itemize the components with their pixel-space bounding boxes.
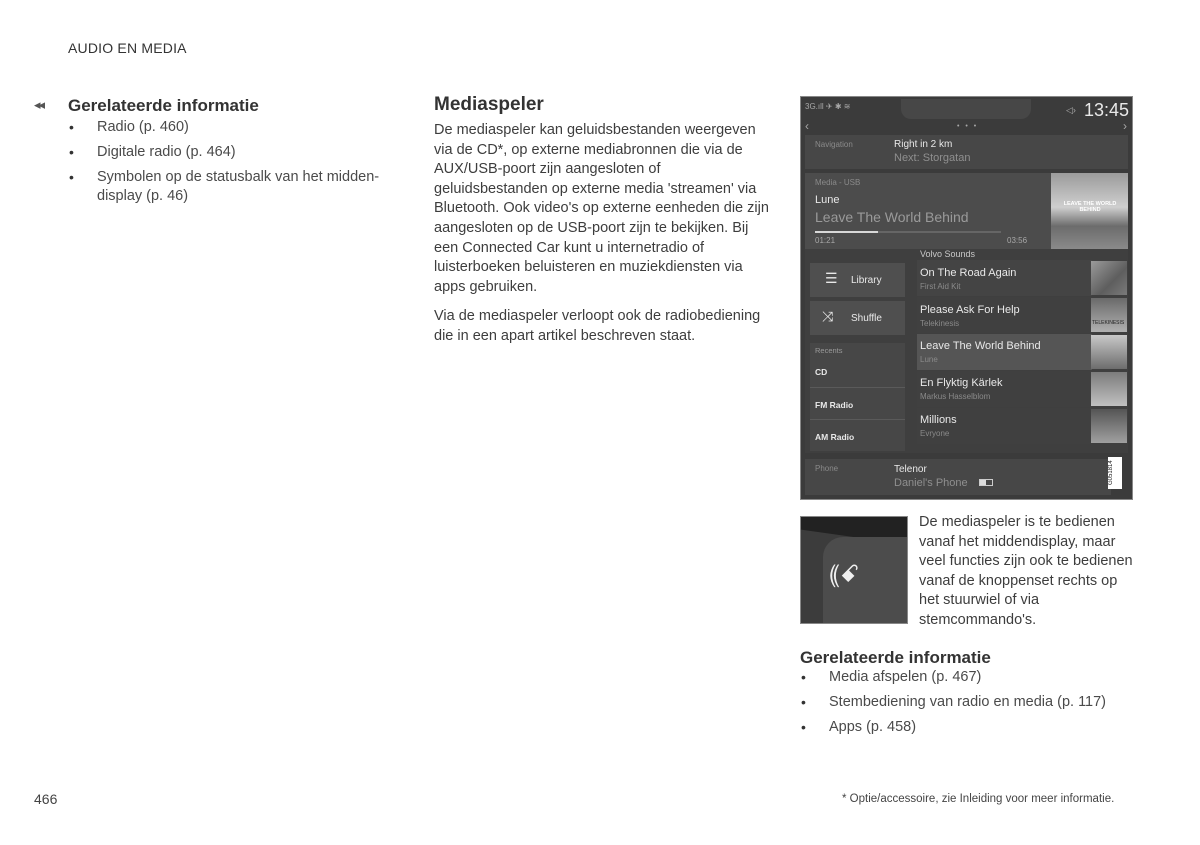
page-dots: • • • bbox=[957, 123, 979, 130]
paragraph: Via de mediaspeler verloopt ook de radiobediening die in een apart artikel beschreven staat. bbox=[434, 308, 761, 344]
volume-icon[interactable]: ◁› bbox=[1066, 105, 1076, 115]
phone-device: Daniel's Phone bbox=[894, 477, 968, 489]
steering-wheel-buttons-image bbox=[800, 516, 908, 624]
clock: 13:45 bbox=[1084, 100, 1130, 120]
battery-icon bbox=[979, 479, 993, 486]
track-thumbnail bbox=[1091, 298, 1127, 332]
nav-label: Navigation bbox=[815, 140, 853, 149]
related-link[interactable]: • Symbolen op de statusbalk van het midden-display (p. 46) bbox=[69, 168, 399, 206]
chevron-right-icon[interactable]: › bbox=[1123, 119, 1127, 133]
section-header: AUDIO EN MEDIA bbox=[68, 40, 187, 56]
related-link[interactable]: • Radio (p. 460) bbox=[69, 118, 399, 137]
library-label: Library bbox=[851, 275, 882, 286]
track-artist: Evryone bbox=[920, 429, 950, 438]
track-thumbnail bbox=[1091, 335, 1127, 369]
related-link[interactable]: • Media afspelen (p. 467) bbox=[801, 668, 1131, 687]
divider bbox=[810, 419, 905, 420]
recent-item[interactable]: FM Radio bbox=[815, 400, 854, 410]
recent-item[interactable]: CD bbox=[815, 367, 828, 377]
image-code: G051814 bbox=[1108, 457, 1122, 489]
track-artist: Telekinesis bbox=[920, 319, 960, 328]
time-total: 03:56 bbox=[1007, 236, 1028, 245]
progress-track[interactable] bbox=[815, 231, 1001, 233]
album-art-text: LEAVE THE WORLD BEHIND bbox=[1063, 201, 1117, 213]
track-artist: First Aid Kit bbox=[920, 282, 961, 291]
related-link[interactable]: • Apps (p. 458) bbox=[801, 718, 1131, 737]
status-icons: 3G.ıll ✈ ✱ ≋ bbox=[805, 102, 851, 111]
album-art bbox=[1051, 173, 1128, 249]
track-title: Leave The World Behind bbox=[920, 340, 1041, 352]
track-title: En Flyktig Kärlek bbox=[920, 377, 1003, 389]
page-number: 466 bbox=[34, 791, 58, 807]
progress-fill bbox=[815, 231, 878, 233]
shuffle-icon: ⤨ bbox=[822, 308, 834, 324]
now-playing-track: Leave The World Behind bbox=[815, 209, 969, 225]
top-handle[interactable] bbox=[901, 99, 1031, 119]
related-link[interactable]: • Digitale radio (p. 464) bbox=[69, 143, 399, 162]
media-player-screenshot bbox=[800, 96, 1133, 500]
track-artist: Markus Hasselblom bbox=[920, 392, 991, 401]
related-info-heading: Gerelateerde informatie bbox=[68, 96, 259, 115]
track-artist: Lune bbox=[920, 355, 938, 364]
phone-label: Phone bbox=[815, 464, 839, 473]
recents-label: Recents bbox=[815, 346, 843, 355]
phone-carrier: Telenor bbox=[894, 464, 927, 475]
paragraph: De mediaspeler kan geluidsbestanden weergeven via de CD*, op externe mediabronnen die via de AUX/USB-poort zijn aangesloten of geluidsbestanden op externe media 'streamen' via Bluetooth. Ook video's op externe eenheden die zijn aangesloten op de USB-poort zijn te bekijken. Bij een Connected Car kunt u internetradio of luisterboeken beluisteren en muziekdiensten via apps gebruiken. bbox=[434, 122, 769, 295]
track-title: Millions bbox=[920, 414, 957, 426]
related-info-heading: Gerelateerde informatie bbox=[800, 648, 991, 667]
related-info-list bbox=[801, 668, 1131, 743]
related-info-list bbox=[69, 118, 399, 212]
track-title: Please Ask For Help bbox=[920, 304, 1020, 316]
body-text bbox=[434, 121, 769, 357]
track-thumbnail bbox=[1091, 261, 1127, 295]
thumb-tag: TELEKINESIS bbox=[1092, 320, 1125, 326]
related-link[interactable]: • Stembediening van radio en media (p. 117) bbox=[801, 693, 1131, 712]
voice-command-icon[interactable]: ⸨ꗃ bbox=[829, 561, 860, 588]
page-title: Mediaspeler bbox=[434, 94, 544, 115]
back-arrows-icon[interactable]: ◂◂ bbox=[34, 97, 44, 112]
recent-item[interactable]: AM Radio bbox=[815, 432, 855, 442]
track-title: On The Road Again bbox=[920, 267, 1017, 279]
nav-next: Next: Storgatan bbox=[894, 152, 971, 164]
time-elapsed: 01:21 bbox=[815, 236, 836, 245]
chevron-left-icon[interactable]: ‹ bbox=[805, 119, 809, 133]
media-source-label: Media - USB bbox=[815, 178, 861, 187]
now-playing-artist: Lune bbox=[815, 194, 840, 206]
track-thumbnail bbox=[1091, 409, 1127, 443]
image-caption: De mediaspeler is te bedienen vanaf het middendisplay, maar veel functies zijn ook te bedienen vanaf de knoppenset rechts op het stuurwiel of via stemcommando's. bbox=[919, 514, 1133, 628]
track-thumbnail bbox=[1091, 372, 1127, 406]
footnote: * Optie/accessoire, zie Inleiding voor meer informatie. bbox=[842, 793, 1115, 805]
shuffle-label: Shuffle bbox=[851, 313, 882, 324]
playlist-label: Volvo Sounds bbox=[920, 249, 976, 259]
divider bbox=[810, 387, 905, 388]
library-icon: ☰ bbox=[825, 270, 838, 286]
nav-instruction: Right in 2 km bbox=[894, 139, 953, 150]
